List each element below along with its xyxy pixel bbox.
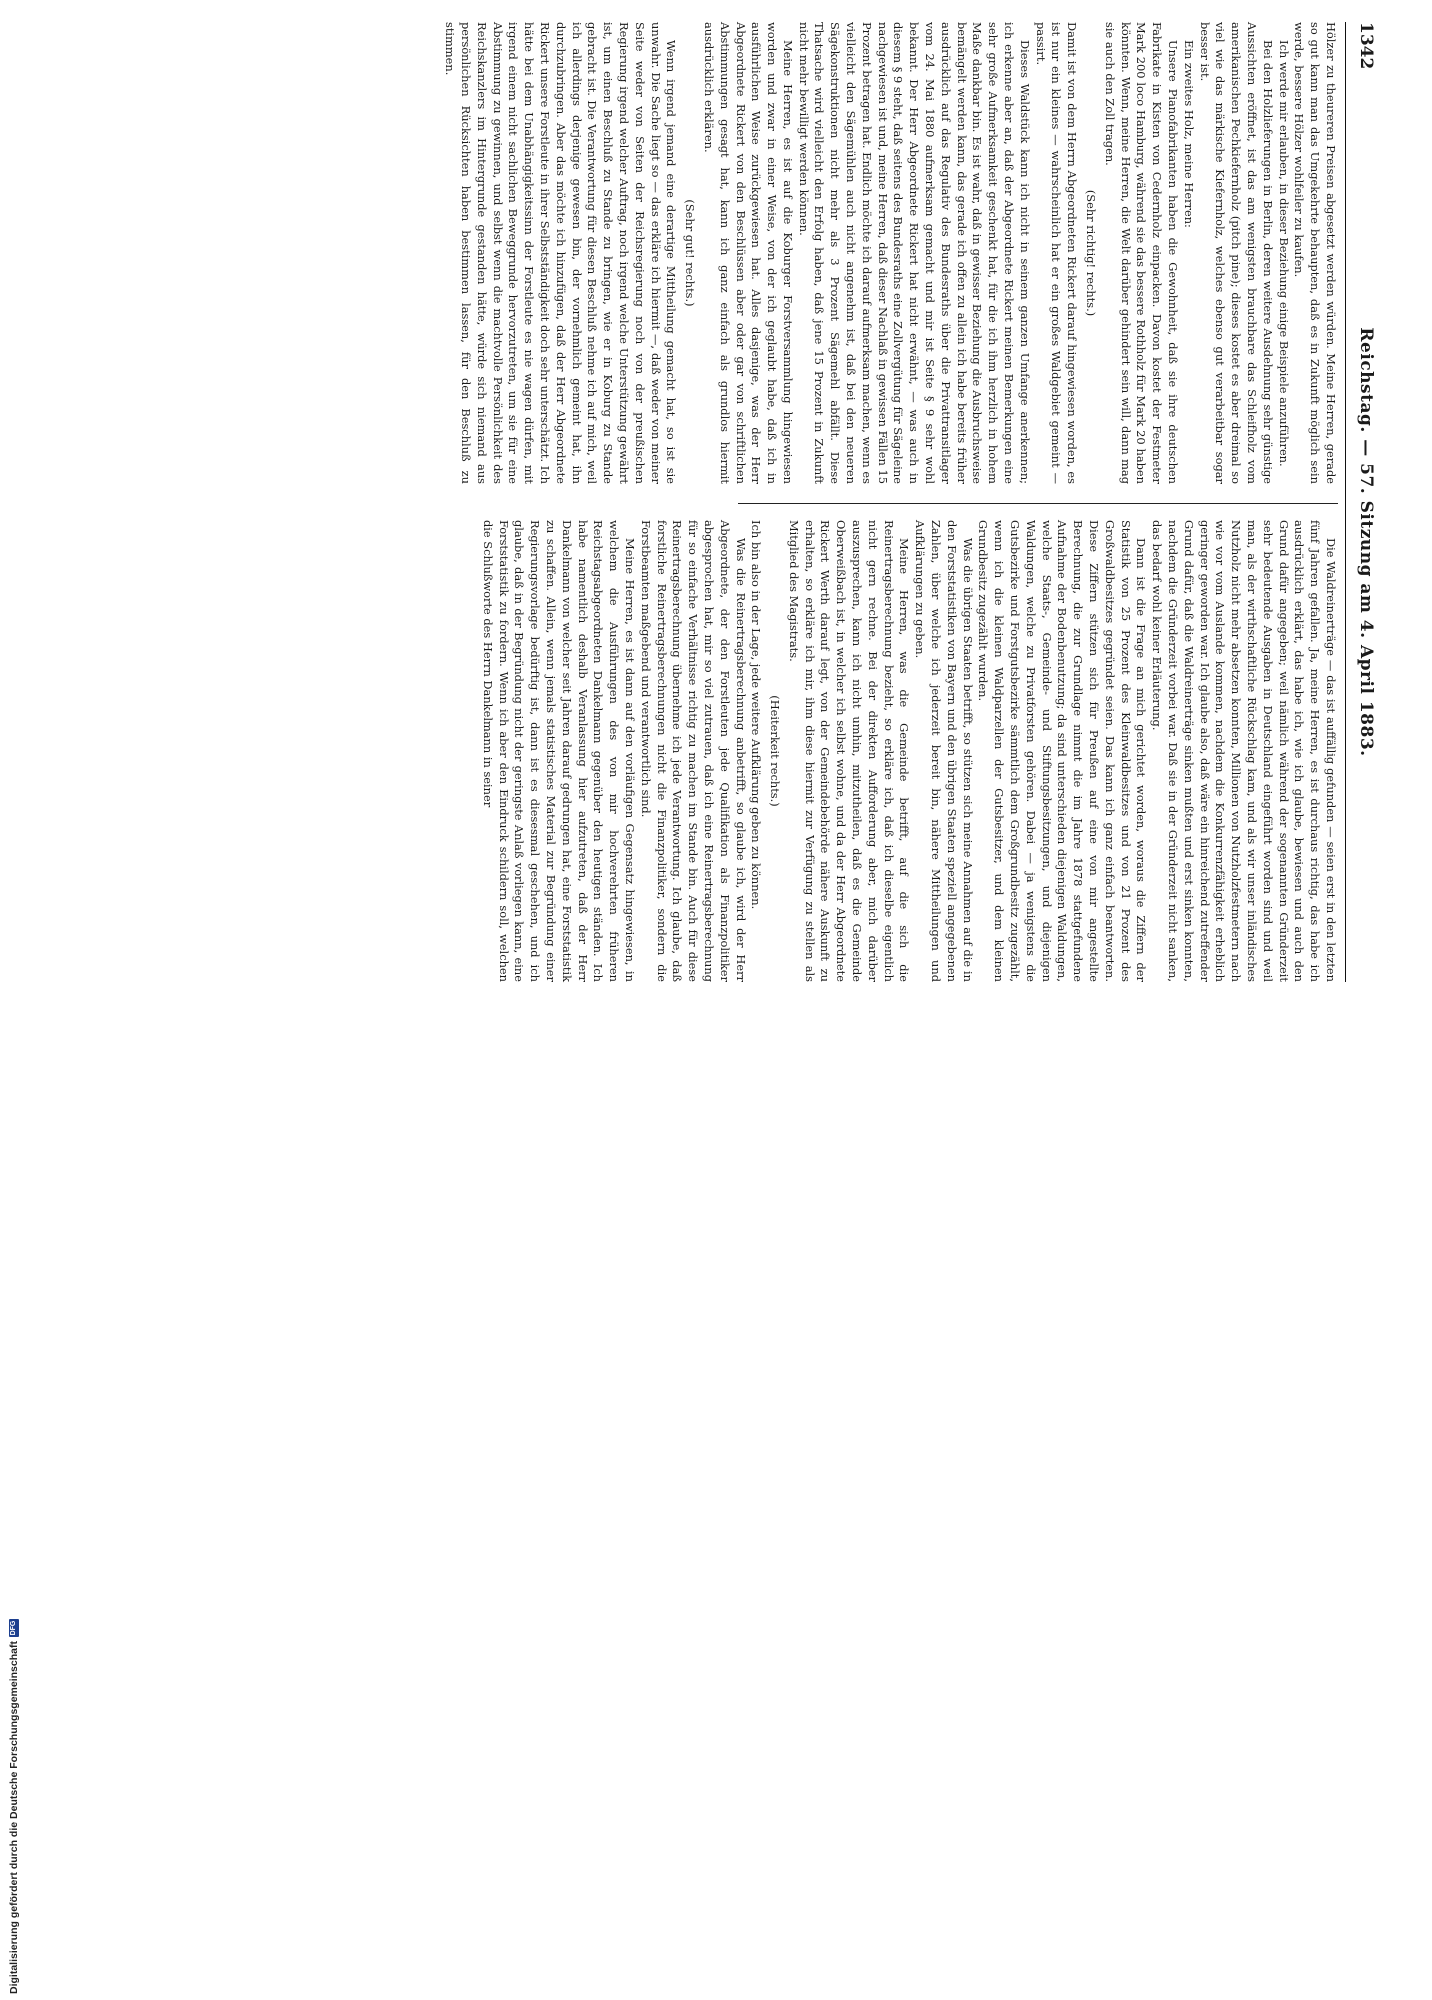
right-column [480, 520, 1338, 982]
paragraph: Meine Herren, es ist auf die Koburger Forstversammlung hingewiesen worden und zwar in einer Weise, von der ich geglaubt habe, daß ich in ausführlichen Weise zurückgewiesen hat. Alles dasjenige, was der Herr Abgeordnete Rickert von den Beschlüssen aber oder gar von schriftlichen Abstimmungen gesagt hat, kann ich ganz einfach als grundlos hiermit ausdrücklich erklären. [701, 22, 795, 484]
paragraph: (Sehr richtig! rechts.) [1084, 189, 1099, 317]
paragraph: Ich werde mir erlauben, in dieser Beziehung einige Beispiele anzuführen. [1276, 40, 1291, 467]
column-divider [738, 503, 1338, 504]
document-page [0, 0, 1390, 1000]
paragraph: Was die Reinertragsberechnung anbetrifft, so glaube ich, wird der Herr Abgeordnete, der den Forstleuten jede Qualifikation als Finanzpolitiker abgesprochen hat, mir so viel zutrauen, daß ich eine Reinertragsberechnung für so einfache Verhältnisse richtig zu machen im Stande bin. Auch für diese Reinertragsberechnung übernehme ich jede Verantwortung. Ich glaube, daß forstliche Reinertragsberechnungen nicht die Finanzpolitiker, sondern die Forstbeamten maßgebend und verantwortlich sind. [638, 520, 748, 982]
paragraph: Meine Herren, was die Gemeinde betrifft, auf die sich die Reinertragsberechnung bezieht, so erkläre ich, daß ich dieselbe eigentlich nicht gern rechne. Bei der direkten Aufforderung aber, mich darüber auszusprechen, kann ich nicht umhin, mitzutheilen, daß es die Gemeinde Oberweißbach ist, in welcher ich selbst wohne, und da der Herr Abgeordnete Rickert Werth darauf legt, von der Gemeindebehörde nähere Auskunft zu erhalten, so erkläre ich mir, ihm diese hiermit zur Verfügung zu stellen als Mitglied des Magistrats. [786, 520, 912, 982]
paragraph: Meine Herren, es ist dann auf den vorläufigen Gegensatz hingewiesen, in welchem die Ausführungen des von mir hochverehrten früheren Reichstagsabgeordneten Dankelmann gegenüber den heutigen ständen. Ich habe namentlich deshalb Veranlassung hier aufzutreten, daß der Herr Dankelmann von welcher seit Jahren darauf gedrungen hat, eine Forststatistik zu schaffen. Allein, wenn jemals statistisches Material zur Begründung einer Regierungsvorlage bedürftig ist, dann ist es diesesmal geschehen, und ich glaube, daß in der Begründung nicht der geringste Anlaß vorliegen kann, eine Forststatistik zu fordern. Wenn ich aber den Eindruck schildern soll, welchen die Schlußworte des Herrn Dankelmann in seiner [480, 520, 637, 982]
paragraph: (Heiterkeit rechts.) [768, 695, 783, 807]
digitization-credit [1, 994, 27, 2000]
running-title: Reichstag. — 57. Sitzung am 4. April 1883. [1356, 327, 1376, 757]
paragraph: Damit ist von dem Herrn Abgeordneten Rickert darauf hingewiesen worden, es ist nur ein kleines — wahrscheinlich hat er ein großes Waldgebiet gemeint — passirt. [1033, 22, 1080, 484]
digitization-note: Digitalisierung gefördert durch die Deutsche Forschungsgemeinschaft [8, 1641, 20, 1994]
dfg-logo: DFG [10, 1620, 17, 1636]
paragraph: Wenn irgend jemand eine derartige Mittheilung gemacht hat, so ist sie unwahr. Die Sache liegt so — das erkläre ich hiermit —, daß weder von meiner Seite weder von Seiten der Reichsregierung noch von der preußischen Regierung irgend welcher Auftrag, noch irgend welche Unterstützung gewährt ist, um einen Beschluß zu Stande zu bringen, wie er in Koburg zu Stande gebracht ist. Die Verantwortung für diesen Beschluß nehme ich auf mich, weil ich allerdings derjenige gewesen bin, der vornehmlich gemeint hat, ihn durchzubringen. Aber das möchte ich hinzufügen, daß der Herr Abgeordnete Rickert unsere Forstleute in ihrer Selbstständigkeit doch sehr unterschätzt. Ich hätte bei dem Unabhängigkeitssinn der Forstleute es nie wagen dürfen, mit irgend einem nicht sachlichen Beweggrunde hervorzutreten, um sie für eine Abstimmung zu gewinnen, und selbst wenn die machtvolle Persönlichkeit des Reichskanzlers im Hintergrunde gestanden hätte, würde sich niemand aus persönlichen Rücksichten haben bestimmen lassen, für den Beschluß zu stimmen. [443, 22, 679, 484]
paragraph: (Sehr gut! rechts.) [683, 199, 698, 307]
paragraph: Hölzer zu theureren Preisen abgesetzt werden würden. Meine Herren, gerade so gut kann man das Umgekehrte behaupten, daß es in Zukunft möglich sein werde, bessere Hölzer wohlfeiler zu kaufen. [1292, 22, 1338, 484]
paragraph: Unsere Pianofabrikanten haben die Gewohnheit, daß sie ihre deutschen Fabrikate in Kisten von Cedernholz einpacken. Davon kostet der Festmeter Mark 200 loco Hamburg, während sie das bessere Rothholz für Mark 20 haben könnten. Wenn, meine Herren, die Welt darüber gehindert sein will, dann mag sie auch den Zoll tragen. [1102, 22, 1181, 484]
paragraph: Ich bin also in der Lage, jede weitere Aufklärung geben zu können. [749, 520, 764, 910]
paragraph: Dieses Waldstück kann ich nicht in seinem ganzen Umfange anerkennen; ich erkenne aber an, daß der Abgeordnete Rickert meinen Bemerkungen eine sehr große Aufmerksamkeit geschenkt hat, für die ich ihm herzlich in hohem Maße dankbar bin. Es ist wahr, daß in gewisser Beziehung die Ausbruchsweise bemängelt werden kann, das gerade ich offen zu allein ich habe bereits früher ausdrücklich auf das Regulativ des Bundesraths über die Privattransitlager vom 24. Mai 1880 aufmerksam gemacht und mir ist Seite § 9 sehr wohl bekannt. Der Herr Abgeordnete Rickert hat nicht erwähnt, — was auch in diesem § 9 steht, daß seitens des Bundesraths eine Zollvergütung für Sägeleine nachgewiesen ist und, meine Herren, daß dieser Nachlaß in gewissen Fällen 15 Prozent betragen hat. Endlich möchte ich darauf aufmerksam machen, wenn es vielleicht den Sägemühlen auch nicht angenehm ist, daß bei den neueren Sägekonstruktionen nicht mehr als 3 Prozent Sägemehl abfällt. Diese Thatsache wird vielleicht den Erfolg haben, daß jene 15 Prozent in Zukunft nicht mehr bewilligt werden können. [796, 22, 1032, 484]
paragraph: Ein zweites Holz, meine Herren: [1181, 40, 1196, 228]
paragraph: Die Waldreinerträge — das ist auffällig gefunden — seien erst in den letzten fünf Jahren gefallen. Ja, meine Herren, es ist durchaus richtig, das habe ich ausdrücklich erklärt, das habe ich, wie ich glaube, bewiesen und auch den Grund dafür angegeben; weil nämlich während der sogenannten Gründerzeit sehr bedeutende Ausgaben in Deutschland eingeführt worden sind und weil man, als der wirthschaftliche Rückschlag kam, und als wir unser inländisches Nutzholz nicht mehr absetzen konnten, Millionen von Nutzholzfestmetern nach wie vor vom Auslande kommen, nachdem die Konkurrenzfähigkeit erheblich geringer geworden war. Ich glaube also, daß wäre ein hinreichend zutreffender Grund dafür, daß die Waldreinerträge sinken mußten und erst sinken konnten, nachdem die Gründerzeit vorbei war. Daß sie in der Gründerzeit nicht sanken, das bedarf wohl keiner Erläuterung. [1150, 520, 1338, 982]
page-number: 1342 [1356, 22, 1376, 70]
paragraph: Bei den Holzlieferungen in Berlin, deren weitere Ausdehnung sehr günstige Aussichten eröffnet, ist das am wenigsten brauchbare das Schleifholz vom amerikanischen Pechkiefernholz (pitch pine); dieses kostet es aber dreimal so viel wie das märkische Kiefernholz, welches ebenso gut verarbeitbar sogar besser ist. [1197, 22, 1275, 484]
paragraph: Dann ist die Frage an mich gerichtet worden, woraus die Ziffern der Statistik von 25 Prozent des Kleinwaldbesitzes und von 21 Prozent des Großwaldbesitzes gegründet seien. Das kann ich ganz einfach beantworten. Diese Ziffern stützen sich für Preußen auf eine von mir angestellte Berechnung, die zur Grundlage nimmt die im Jahre 1878 stattgefundene Aufnahme der Bodenbenutzung; da sind unterschieden diejenigen Waldungen, welche Staats-, Gemeinde- und Stiftungsbesitzungen, und diejenigen Waldungen, welche zu Privatforsten gehören. Dabei — ja wenigstens die Gutsbezirke und Forstgutsbezirke sämmtlich dem Großgrundbesitz zugezählt, wenn ich die kleinen Waldparzellen der Gutsbesitzer, und dem kleinen Grundbesitz zugezählt wurden. [976, 520, 1149, 982]
page-header [1350, 22, 1376, 982]
left-column [408, 22, 1338, 484]
header-rule [1345, 22, 1346, 982]
paragraph: Was die übrigen Staaten betrifft, so stützen sich meine Annahmen auf die in den Forststatistiken von Bayern und den übrigen Staaten speziell angegebenen Zahlen, über welche ich jederzeit bereit bin, nähere Mittheilungen und Aufklärungen zu geben. [913, 520, 975, 982]
